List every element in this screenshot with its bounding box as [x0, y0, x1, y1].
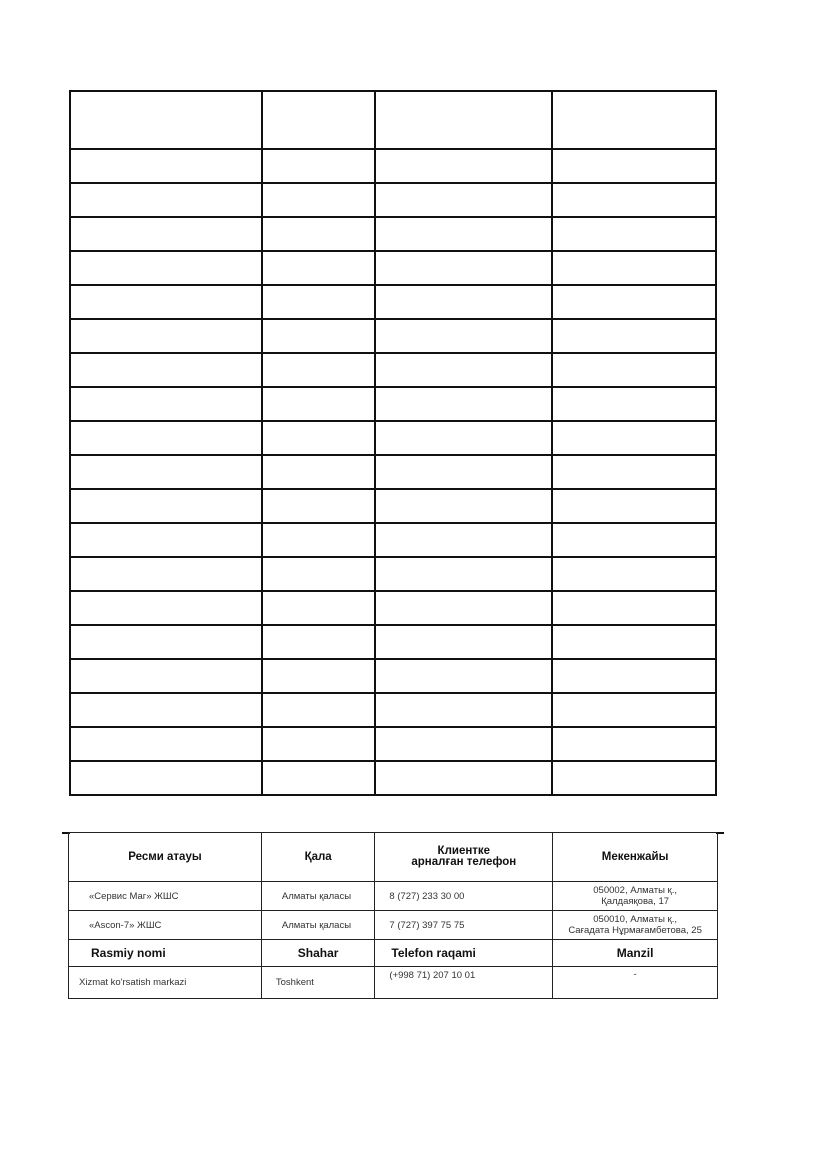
cell-name: Xizmat ko'rsatish markazi: [69, 967, 262, 999]
cell-address-line-2: Сағадата Нұрмағамбетова, 25: [568, 925, 702, 936]
header-client-phone-line-1: Клиентке: [437, 845, 491, 857]
empty-grid-table: [69, 90, 717, 796]
empty-row: [70, 659, 716, 693]
header-phone-uz: Telefon raqami: [375, 940, 553, 967]
header-address: Мекенжайы: [553, 833, 718, 882]
empty-row: [70, 251, 716, 285]
cell-city: Алматы қаласы: [261, 882, 375, 911]
cell-city: Toshkent: [261, 967, 375, 999]
table-row: [69, 911, 718, 940]
empty-row: [70, 421, 716, 455]
empty-row: [70, 727, 716, 761]
empty-row: [70, 489, 716, 523]
header-client-phone: [375, 833, 553, 882]
empty-row: [70, 319, 716, 353]
empty-row: [70, 149, 716, 183]
header-client-phone-line-2: арналған телефон: [411, 856, 517, 868]
cell-address-line-1: 050002, Алматы қ.,: [593, 885, 677, 896]
cell-address: [553, 882, 718, 911]
empty-row: [70, 693, 716, 727]
service-centers-table: [68, 832, 718, 999]
empty-row: [70, 591, 716, 625]
empty-header-row: [70, 91, 716, 149]
table-row: [69, 882, 718, 911]
empty-row: [70, 353, 716, 387]
empty-row: [70, 217, 716, 251]
empty-row: [70, 285, 716, 319]
cell-address: [553, 911, 718, 940]
empty-row: [70, 387, 716, 421]
table-header-row-uz: [69, 940, 718, 967]
cell-phone: 8 (727) 233 30 00: [375, 882, 553, 911]
empty-row: [70, 455, 716, 489]
header-official-name: Ресми атауы: [69, 833, 262, 882]
header-address-uz: Manzil: [553, 940, 718, 967]
cell-address-line-2: Қалдаяқова, 17: [601, 896, 670, 907]
cell-name: «Сервис Маг» ЖШС: [69, 882, 262, 911]
table-row: [69, 967, 718, 999]
cell-phone: 7 (727) 397 75 75: [375, 911, 553, 940]
empty-row: [70, 625, 716, 659]
empty-row: [70, 761, 716, 795]
table-header-row: [69, 833, 718, 882]
cell-city: Алматы қаласы: [261, 911, 375, 940]
empty-row: [70, 183, 716, 217]
empty-row: [70, 523, 716, 557]
cell-address: -: [553, 967, 718, 999]
header-city: Қала: [261, 833, 375, 882]
header-city-uz: Shahar: [261, 940, 375, 967]
cell-name: «Ascon-7» ЖШС: [69, 911, 262, 940]
header-official-name-uz: Rasmiy nomi: [69, 940, 262, 967]
empty-row: [70, 557, 716, 591]
cell-address-line-1: 050010, Алматы қ.,: [593, 914, 677, 925]
cell-phone: (+998 71) 207 10 01: [375, 967, 553, 999]
